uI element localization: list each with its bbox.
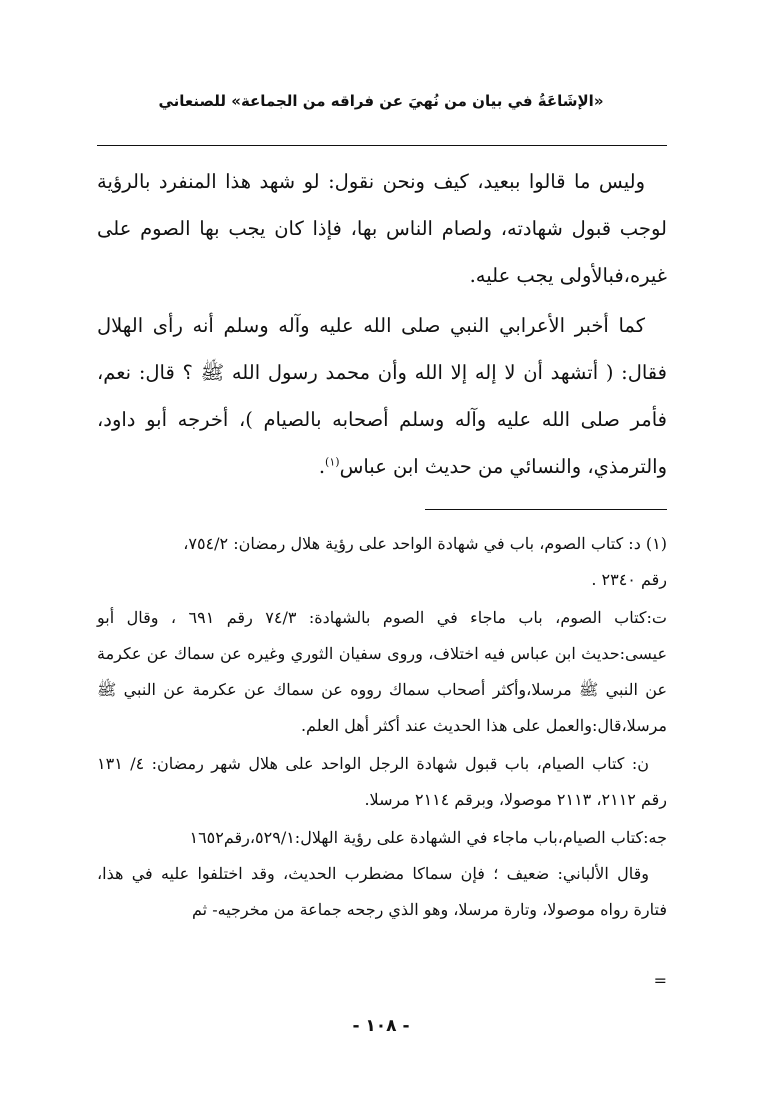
footnote-ibn-majah: جه:كتاب الصيام،باب ماجاء في الشهادة على رؤية الهلال:٥٢٩/١،رقم١٦٥٢ [189,828,667,847]
footnote-divider [425,509,667,510]
continuation-mark: = [653,971,667,990]
header-divider [97,145,667,146]
footnote-nasai: ن: كتاب الصيام، باب قبول شهادة الرجل الواحد على هلال شهر رمضان: ٤/ ١٣١ رقم ٢١١٢، ٢١١٣ موصولا، وبرقم ٢١١٤ مرسلا. [97,754,667,809]
main-text [97,158,667,493]
footnote-1-line-1: (١) د: كتاب الصوم، باب في شهادة الواحد على رؤية هلال رمضان: ٧٥٤/٢، [183,534,667,553]
page-number: - ١٠٨ - [352,1016,410,1036]
footnote-albani: وقال الألباني: ضعيف ؛ فإن سماكا مضطرب الحديث، وقد اختلفوا عليه في هذا، فتارة رواه موصولا، وتارة مرسلا، وهو الذي رجحه جماعة من مخرجيه- ثم [97,864,667,919]
footnote-tirmidhi: ت:كتاب الصوم، باب ماجاء في الصوم بالشهادة: ٧٤/٣ رقم ٦٩١ ، وقال أبو عيسى:حديث ابن عباس فيه اختلاف، وروى سفيان الثوري وغيره عن سماك عن عكرمة عن النبي ﷺ مرسلا،وأكثر أصحاب سماك رووه عن سماك عن عكرمة عن النبي ﷺ مرسلا،قال:والعمل على هذا الحديث عند أكثر أهل العلم. [97,608,667,735]
footnotes-section [97,526,667,928]
running-header: «الإشَاعَةُ في بيان من نُهيَ عن فراقه من الجماعة» للصنعاني [158,92,604,110]
body-paragraph-1-text: وليس ما قالوا ببعيد، كيف ونحن نقول: لو شهد هذا المنفرد بالرؤية لوجب قبول شهادته، ولصام الناس بها، فإذا كان يجب بها الصوم على غيره،فبالأولى يجب عليه. [97,170,667,287]
footnote-1-line-2: رقم ٢٣٤٠ . [591,570,667,589]
body-paragraph-1 [97,158,667,299]
body-paragraph-2-text: كما أخبر الأعرابي النبي صلى الله عليه وآله وسلم أنه رأى الهلال فقال: ( أتشهد أن لا إله إلا الله وأن محمد رسول الله ﷺ ؟ قال: نعم، فأمر صلى الله عليه وآله وسلم أصحابه بالصيام )، أخرجه أبو داود، والترمذي، والنسائي من حديث ابن عباس [97,314,667,478]
footnote-reference[interactable]: (١) [325,455,340,469]
body-paragraph-2 [97,302,667,490]
body-paragraph-2-end: . [318,455,326,478]
